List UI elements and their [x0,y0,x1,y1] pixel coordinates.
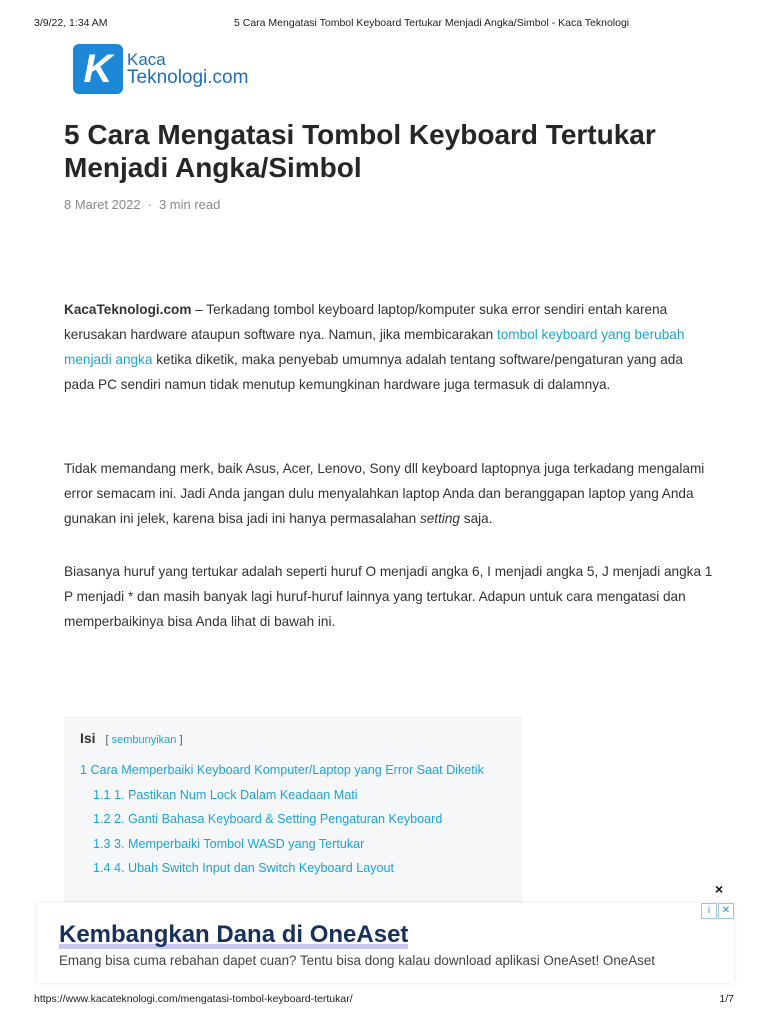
paragraph-2-text-a: Tidak memandang merk, baik Asus, Acer, Lenovo, Sony dll keyboard laptopnya juga terkadang mengalami error semacam ini. Jadi Anda jangan dulu menyalahkan laptop Anda dan beranggapan laptop yang Anda gunakan ini jelek, karena bisa jadi ini hanya permasalahan [64,461,705,526]
read-time: 3 min read [158,197,221,212]
paragraph-3-text: Biasanya huruf yang tertukar adalah seperti huruf O menjadi angka 6, I menjadi angka 5, J menjadi angka 1 P menjadi * dan masih banyak lagi huruf-huruf lainnya yang tertukar. Adapun untuk cara mengatasi dan memperbaikinya bisa Anda lihat di bawah ini. [64,564,713,629]
toc-toggle [105,734,182,746]
paragraph-1 [64,297,714,397]
ad-description: Emang bisa cuma rebahan dapet cuan? Tentu bisa dong kalau download aplikasi OneAset! OneAset [59,953,656,968]
paragraph-2-text-b: saja. [460,511,493,526]
toc-item[interactable]: 1 Cara Memperbaiki Keyboard Komputer/Laptop yang Error Saat Diketik [80,763,484,777]
toc-hide-link[interactable]: sembunyikan [111,734,177,746]
post-meta [64,197,220,212]
brand-name: KacaTeknologi.com [64,302,192,317]
print-datetime: 3/9/22, 1:34 AM [34,17,108,29]
paragraph-1-text-b: ketika diketik, maka penyebab umumnya adalah tentang software/pengaturan yang ada pada PC sendiri namun tidak menutup kemungkinan hardware juga termasuk di dalamnya. [64,352,683,392]
logo-line-1: Kaca [127,50,166,69]
ad-title[interactable]: Kembangkan Dana di OneAset [59,921,409,948]
toc-item[interactable]: 1.2 2. Ganti Bahasa Keyboard & Setting Pengaturan Keyboard [93,812,443,826]
print-page-number: 1/7 [719,993,734,1005]
table-of-contents [64,716,522,906]
ad-info-icon[interactable]: i [701,903,717,919]
toc-item[interactable]: 1.1 1. Pastikan Num Lock Dalam Keadaan Mati [93,787,358,802]
toc-list [80,758,500,881]
logo-text [127,51,248,87]
print-header [34,17,734,29]
toc-bracket-close: ] [179,734,183,746]
page-title: 5 Cara Mengatasi Tombol Keyboard Tertukar Menjadi Angka/Simbol [64,119,656,183]
ad-dismiss-icon[interactable]: ✕ [718,903,734,919]
toc-heading: Isi [80,730,96,746]
print-url: https://www.kacateknologi.com/mengatasi-tombol-keyboard-tertukar/ [34,993,353,1005]
toc-bracket-open: [ [105,734,109,746]
toc-item[interactable]: 1.3 3. Memperbaiki Tombol WASD yang Tertukar [93,836,365,851]
paragraph-3 [64,559,714,634]
paragraph-2 [64,456,714,531]
print-doc-title: 5 Cara Mengatasi Tombol Keyboard Tertukar Menjadi Angka/Simbol - Kaca Teknologi [234,17,630,29]
paragraph-1-text-a: – Terkadang tombol keyboard laptop/komputer suka error sendiri entah karena kerusakan hardware ataupun software nya. Namun, jika membicarakan [64,302,668,342]
toc-header [80,730,183,746]
toc-item[interactable]: 1.4 4. Ubah Switch Input dan Switch Keyboard Layout [93,861,395,875]
ad-banner[interactable] [37,903,734,983]
paragraph-2-emphasis: setting [419,511,460,526]
logo-line-2: Teknologi.com [127,67,249,88]
site-logo[interactable] [73,44,248,94]
meta-separator: · [147,197,152,212]
post-date: 8 Maret 2022 [64,197,141,212]
ad-close-icon[interactable]: × [715,881,724,897]
print-footer [34,993,734,1005]
ad-info-bar [700,903,734,919]
keyboard-article-link[interactable]: tombol keyboard yang berubah menjadi angka [64,327,685,367]
logo-mark-icon: K [73,44,123,94]
